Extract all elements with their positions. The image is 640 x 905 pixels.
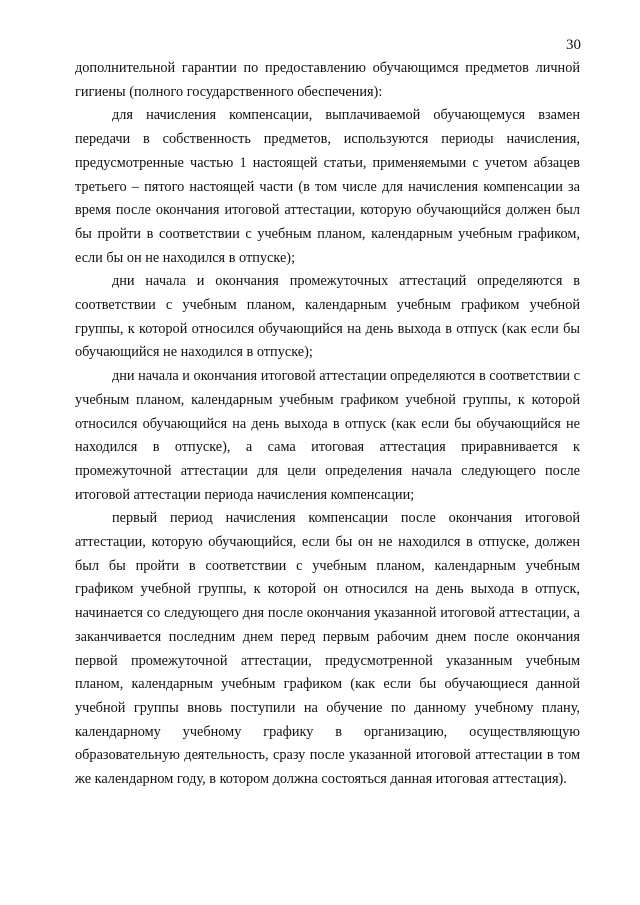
paragraph-intermediate-attestations: дни начала и окончания промежуточных аттестаций определяются в соответствии с учебным планом, календарным учебным графиком учебной группы, к которой относился обучающийся на день выхода в отпуск (как если бы обучающийся не находился в отпуске); — [75, 273, 580, 361]
paragraph-hygiene-guarantee: дополнительной гарантии по предоставлению обучающимся предметов личной гигиены (полного государственного обеспечения): — [75, 60, 580, 100]
paragraph-compensation-periods: для начисления компенсации, выплачиваемой обучающемуся взамен передачи в собственность предметов, используются периоды начисления, предусмотренные частью 1 настоящей статьи, применяемыми с учетом абзацев третьего – пятого настоящей части (в том числе для начисления компенсации за время после окончания итоговой аттестации, которую обучающийся должен был бы пройти в соответствии с учебным планом, календарным учебным графиком, если бы он не находился в отпуске); — [75, 107, 580, 266]
page-number: 30 — [566, 37, 581, 53]
paragraph-first-compensation-period: первый период начисления компенсации после окончания итоговой аттестации, которую обучающийся, если бы он не находился в отпуске, должен был бы пройти в соответствии с учебным планом, календарным учебным графиком учебной группы, к которой он относился на день выхода в отпуск, начинается со следующего дня после окончания указанной итоговой аттестации, а заканчивается последним днем перед первым рабочим днем после окончания первой промежуточной аттестации, предусмотренной указанным учебным планом, календарным учебным графиком (как если бы обучающиеся данной учебной группы вновь поступили на обучение по данному учебному плану, календарному учебному графику в организацию, осуществляющую образовательную деятельность, сразу после указанной итоговой аттестации в том же календарном году, в котором должна состояться данная итоговая аттестация). — [75, 510, 580, 788]
paragraph-final-attestation: дни начала и окончания итоговой аттестации определяются в соответствии с учебным планом, календарным учебным графиком учебной группы, к которой относился обучающийся на день выхода в отпуск (как если бы обучающийся не находился в отпуске), а сама итоговая аттестация приравнивается к промежуточной аттестации для цели определения начала следующего после итоговой аттестации периода начисления компенсации; — [75, 368, 580, 503]
document-body — [75, 57, 580, 792]
